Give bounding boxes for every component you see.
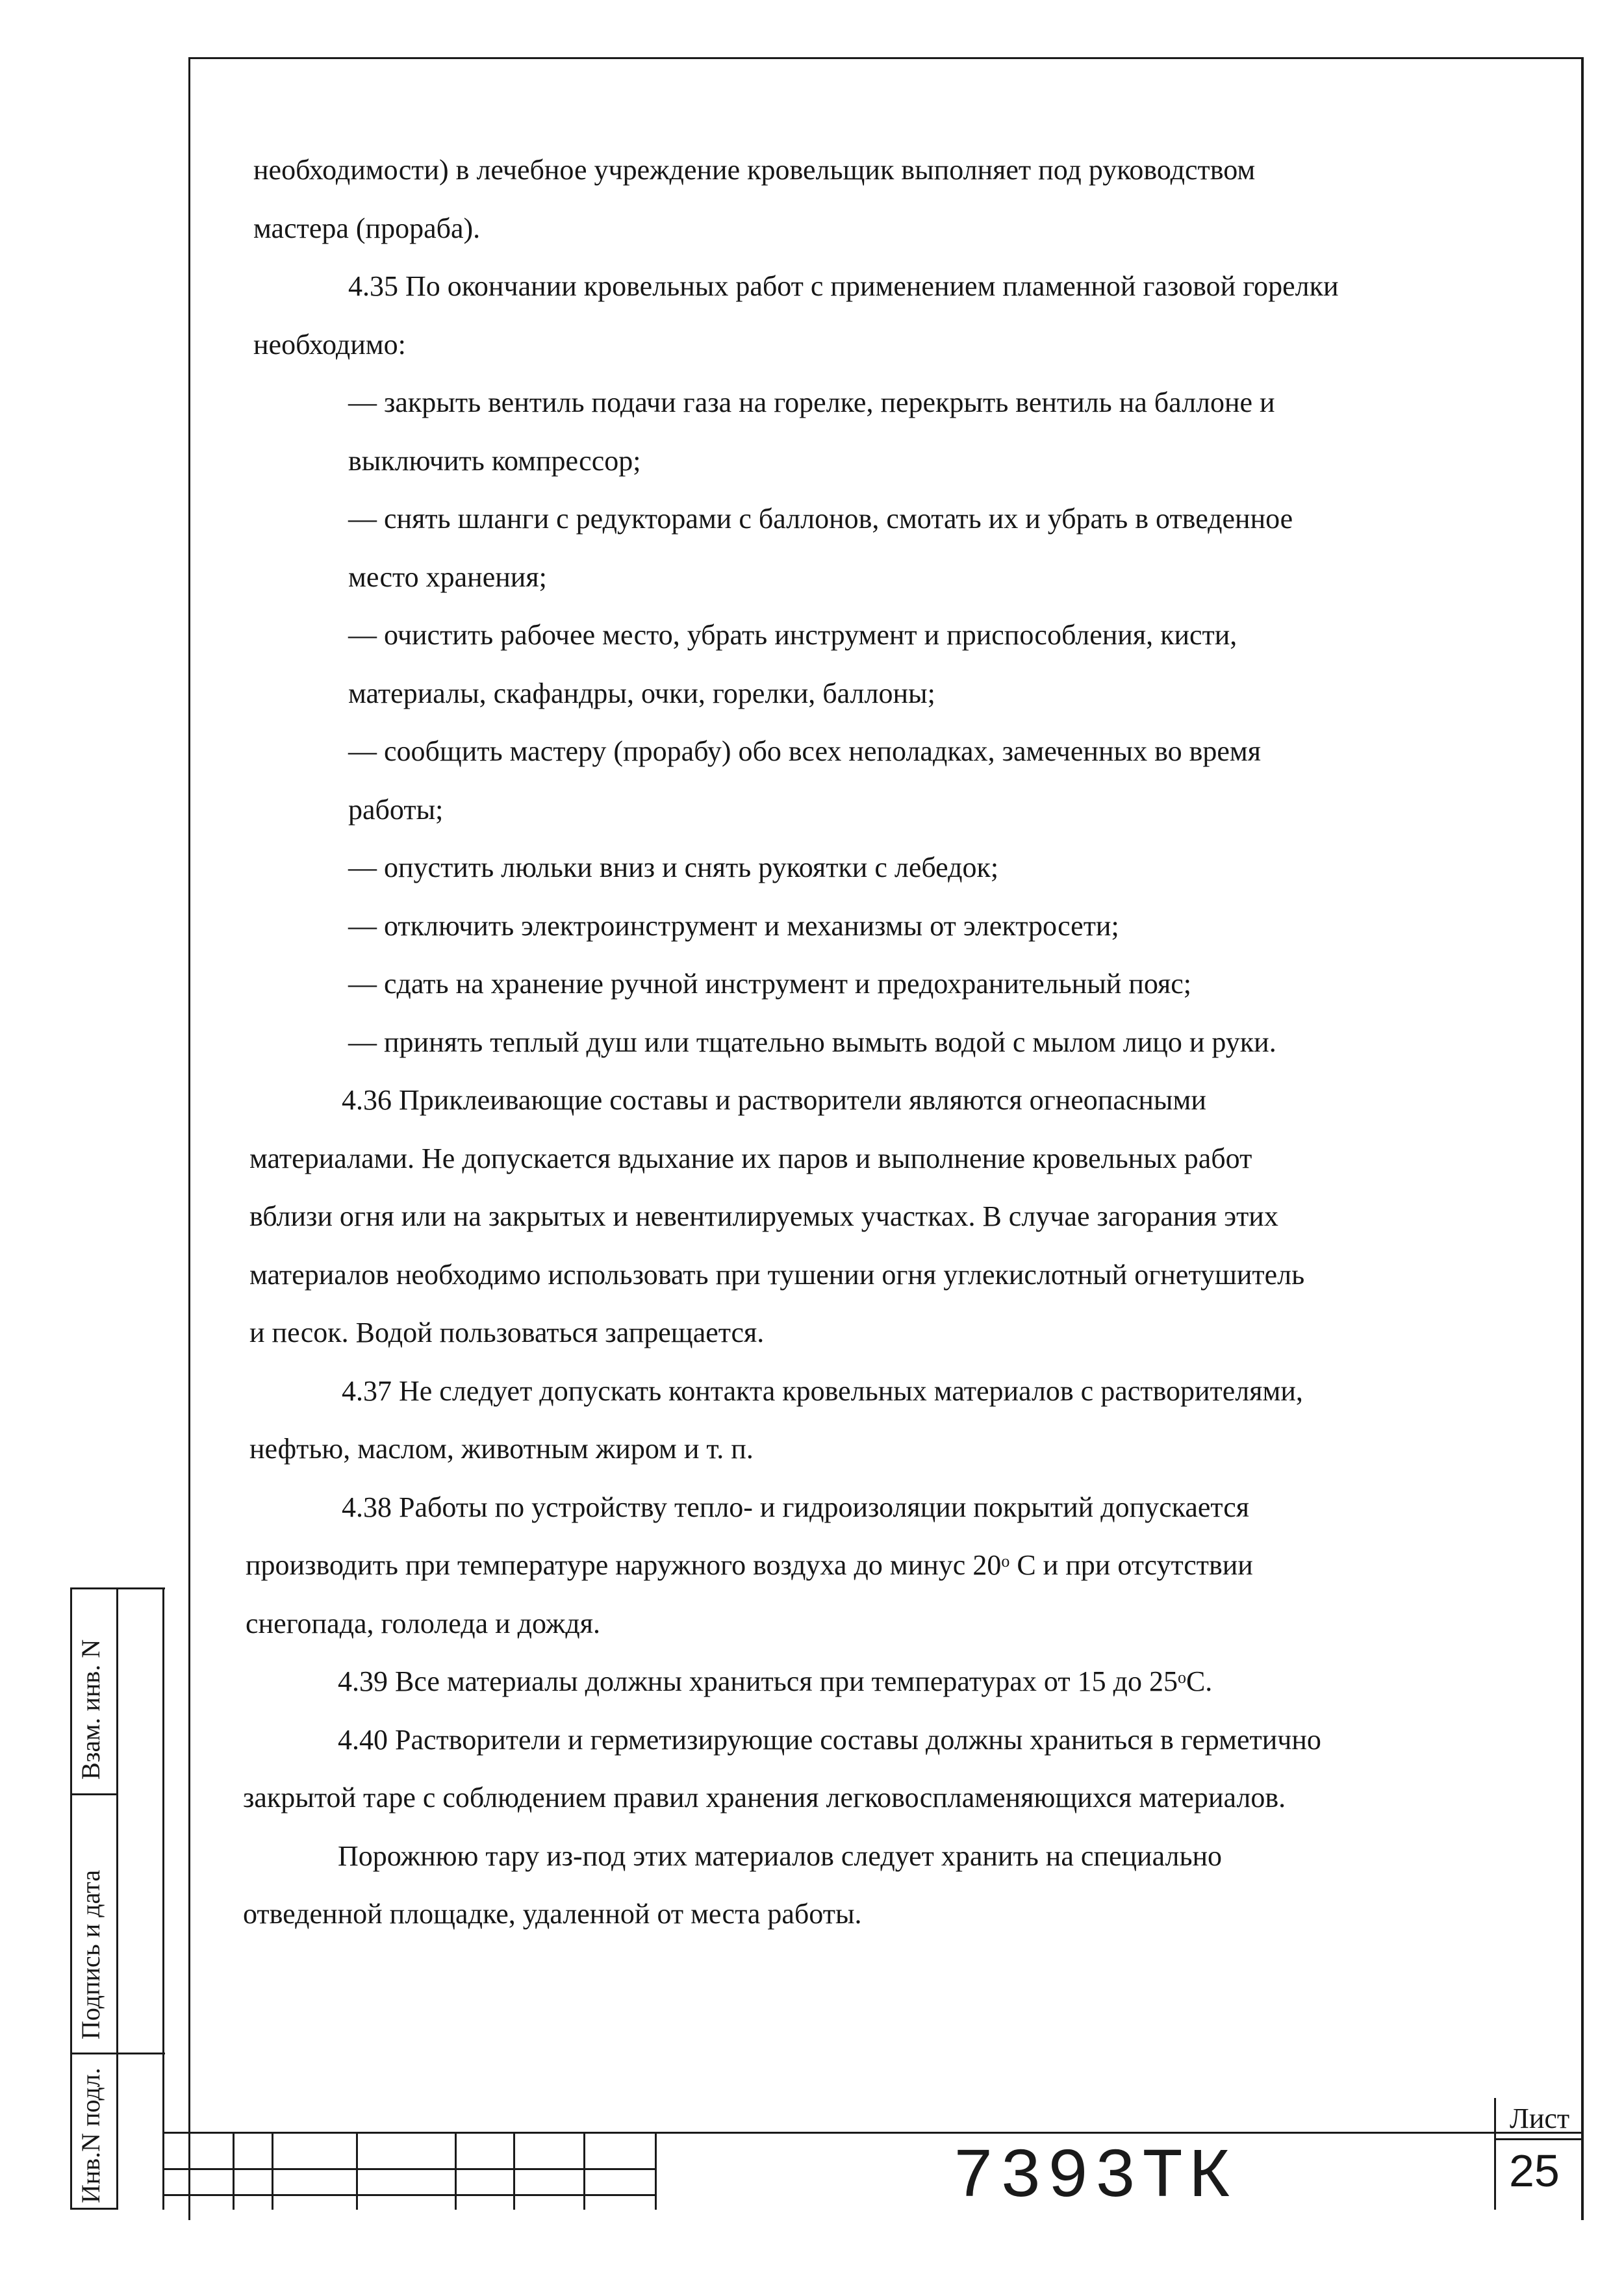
stamp-grid-line: [356, 2132, 358, 2210]
stamp-grid-line: [583, 2132, 585, 2210]
list-item: — опустить люльки вниз и снять рукоятки с лебедок;: [348, 852, 999, 883]
list-item: — отключить электроинструмент и механизмы от электросети;: [348, 910, 1119, 942]
text-line: [338, 1665, 1212, 1699]
stamp-grid-line: [513, 2132, 515, 2210]
text-line: материалов необходимо использовать при тушении огня углекислотный огнетушитель: [249, 1259, 1305, 1291]
text-line: материалы, скафандры, очки, горелки, баллоны;: [348, 677, 935, 709]
text-line: отведенной площадке, удаленной от места работы.: [243, 1898, 862, 1930]
text-line: место хранения;: [348, 561, 547, 593]
list-item: — сдать на хранение ручной инструмент и предохранительный пояс;: [348, 968, 1192, 1000]
label-inv-podl: Инв.N подл.: [76, 2067, 105, 2203]
text-line: снегопада, гололеда и дождя.: [246, 1608, 600, 1639]
text-line: 4.40 Растворители и герметизирующие составы должны храниться в герметично: [338, 1724, 1321, 1756]
text-line: 4.38 Работы по устройству тепло- и гидроизоляции покрытий допускается: [342, 1491, 1249, 1523]
stamp-top-line: [162, 2132, 1584, 2134]
text-fragment: 4.39 Все материалы должны храниться при температурах от 15 до 25: [338, 1665, 1178, 1697]
text-line: 4.37 Не следует допускать контакта кровельных материалов с растворителями,: [342, 1375, 1303, 1407]
text-line: работы;: [348, 794, 444, 826]
label-vzam-inv: Взам. инв. N: [76, 1639, 105, 1780]
stamp-grid-line: [655, 2132, 657, 2210]
text-line: Порожнюю тару из-под этих материалов следует хранить на специально: [338, 1840, 1223, 1872]
text-line: материалами. Не допускается вдыхание их паров и выполнение кровельных работ: [249, 1143, 1252, 1174]
stamp-grid-line: [455, 2132, 457, 2210]
sheet-label: Лист: [1510, 2103, 1570, 2134]
text-fragment: производить при температуре наружного воздуха до минус 20: [246, 1549, 1002, 1581]
degree-sign: о: [1001, 1552, 1010, 1571]
stamp-grid-line: [272, 2132, 273, 2210]
list-item: — очистить рабочее место, убрать инструмент и приспособления, кисти,: [348, 619, 1237, 651]
text-fragment: С и при отсутствии: [1009, 1549, 1253, 1581]
text-line: и песок. Водой пользоваться запрещается.: [249, 1317, 765, 1348]
margin-line: [118, 1587, 165, 1589]
margin-line: [118, 2053, 165, 2054]
stamp-grid-line: [162, 2168, 656, 2170]
text-line: необходимо:: [253, 329, 406, 360]
text-line: закрытой таре с соблюдением правил хранения легковоспламеняющихся материалов.: [243, 1782, 1286, 1813]
text-fragment: С.: [1186, 1665, 1213, 1697]
list-item: — закрыть вентиль подачи газа на горелке, перекрыть вентиль на баллоне и: [348, 386, 1275, 418]
document-code: 7393ТК: [952, 2138, 1236, 2218]
text-line: необходимости) в лечебное учреждение кровельщик выполняет под руководством: [253, 154, 1256, 186]
text-line: мастера (прораба).: [253, 212, 481, 244]
label-podpis-data: Подпись и дата: [76, 1869, 105, 2040]
text-line: 4.35 По окончании кровельных работ с применением пламенной газовой горелки: [348, 270, 1339, 302]
list-item: — снять шланги с редукторами с баллонов, смотать их и убрать в отведенное: [348, 503, 1293, 535]
text-line: выключить компрессор;: [348, 445, 641, 477]
stamp-grid-line: [233, 2132, 235, 2210]
stamp-grid-line: [1494, 2138, 1584, 2140]
list-item: — принять теплый душ или тщательно вымыть водой с мылом лицо и руки.: [348, 1026, 1276, 1058]
list-item: — сообщить мастеру (прорабу) обо всех неполадках, замеченных во время: [348, 735, 1261, 767]
sheet-number: 25: [1509, 2145, 1560, 2196]
text-line: 4.36 Приклеивающие составы и растворители являются огнеопасными: [342, 1084, 1206, 1116]
stamp-grid-line: [1494, 2098, 1496, 2210]
text-line: нефтью, маслом, животным жиром и т. п.: [249, 1433, 754, 1465]
text-line: вблизи огня или на закрытых и невентилируемых участках. В случае загорания этих: [249, 1200, 1278, 1232]
stamp-grid-line: [162, 2194, 656, 2196]
margin-line: [162, 1587, 164, 2210]
degree-sign: о: [1177, 1668, 1186, 1687]
text-line: [246, 1548, 1253, 1582]
